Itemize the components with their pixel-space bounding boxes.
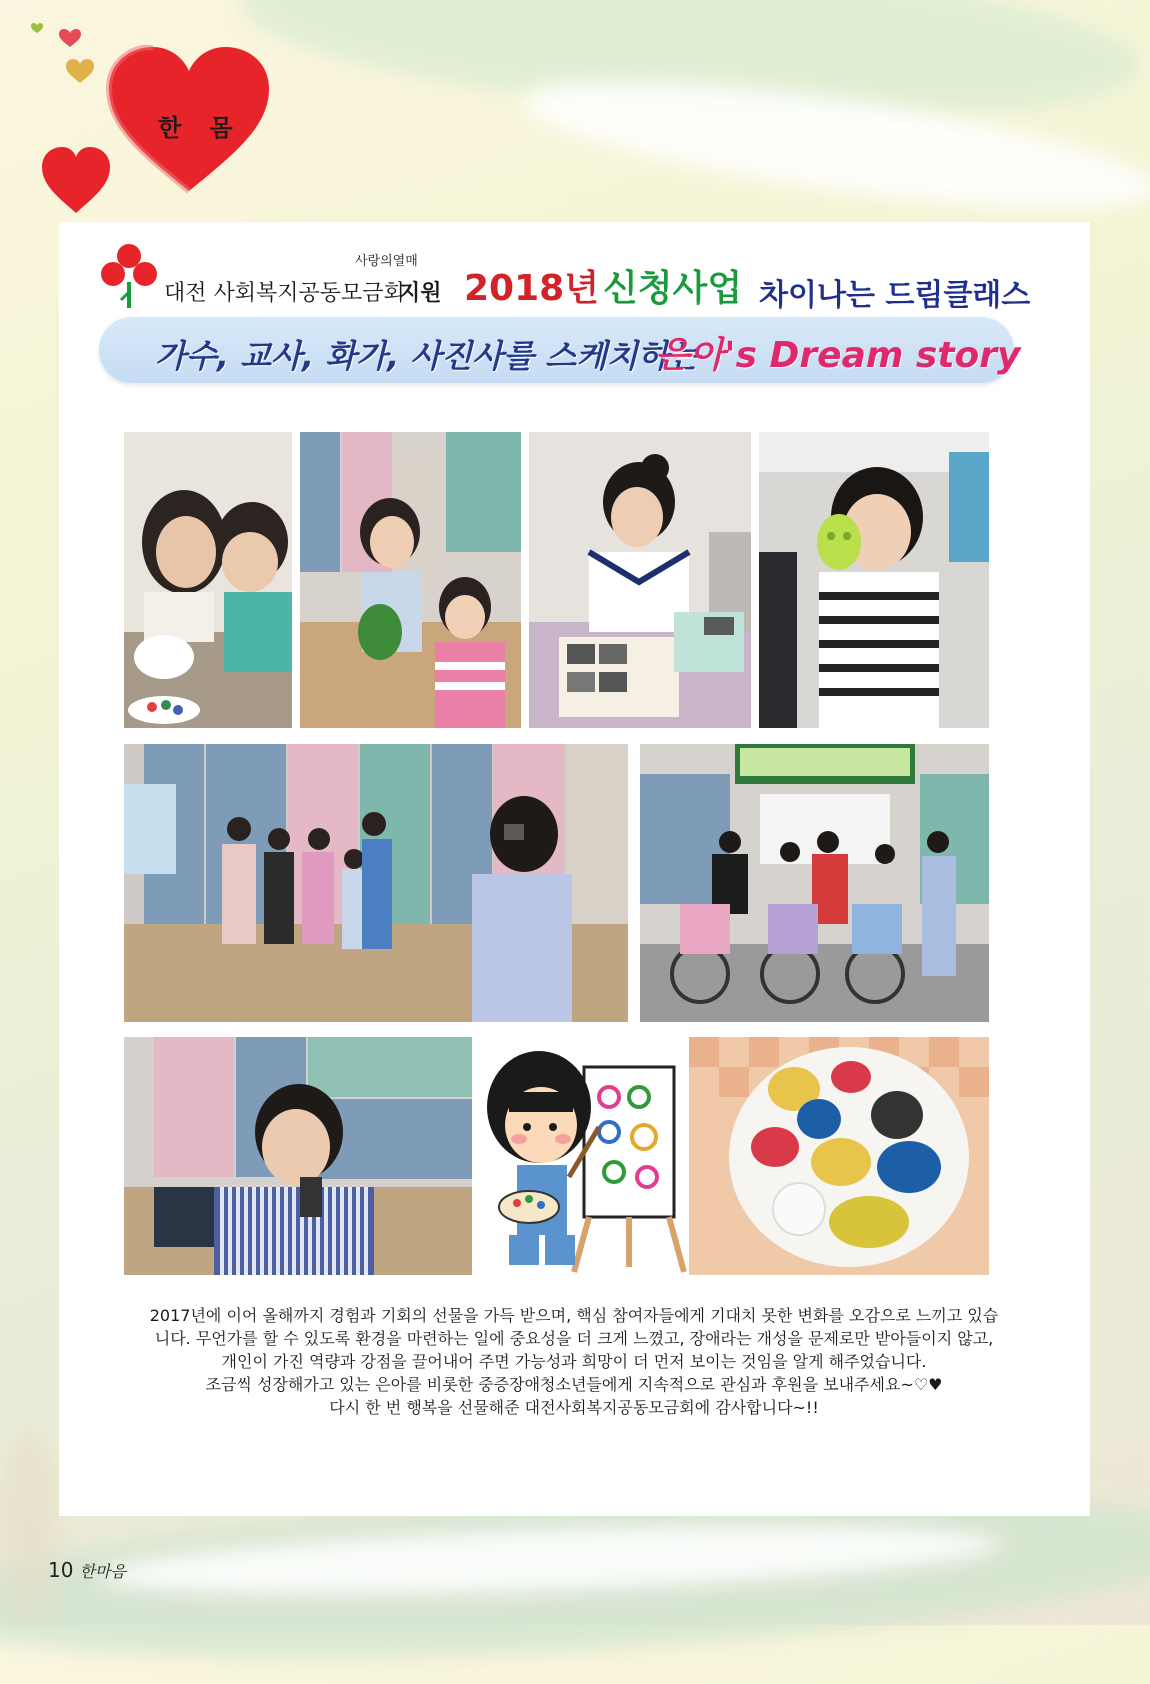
org-name: 대전 사회복지공동모금회 bbox=[164, 281, 405, 306]
page-header bbox=[99, 242, 1059, 312]
subtitle-banner bbox=[99, 317, 1021, 383]
content-card bbox=[59, 222, 1090, 1516]
project-label: 신청사업 bbox=[603, 268, 743, 309]
project-year: 2018년 bbox=[464, 268, 599, 309]
gold-heart-icon bbox=[65, 58, 95, 84]
photo-wheelchair-group bbox=[640, 744, 989, 1022]
class-title: 차이나는 드림클래스 bbox=[759, 278, 1031, 313]
photo-pottery-painting bbox=[124, 432, 292, 728]
photo-clay-animals-plate bbox=[689, 1037, 989, 1275]
body-line: 니다. 무언가를 할 수 있도록 환경을 마련하는 일에 중요성을 더 크게 느꼈고, 장애라는 개성을 문제로만 받아들이지 않고, bbox=[154, 1329, 994, 1348]
page-footer bbox=[48, 1558, 126, 1582]
photo-girl-with-clay bbox=[759, 432, 989, 728]
green-heart-icon bbox=[30, 22, 44, 34]
magazine-name: 한마음 bbox=[79, 1562, 126, 1581]
tiny-heart-icon bbox=[58, 28, 82, 48]
section-label: 한 몸 bbox=[158, 114, 243, 142]
photo-group-being-photographed bbox=[124, 744, 628, 1022]
photo-girls-with-plant bbox=[300, 432, 521, 728]
small-heart-icon bbox=[40, 145, 112, 215]
org-tagline: 사랑의열매 bbox=[355, 254, 418, 269]
body-line: 2017년에 이어 올해까지 경험과 기회의 선물을 가득 받으며, 핵심 참여자들에게 기대치 못한 변화를 오감으로 느끼고 있습 bbox=[149, 1306, 999, 1325]
photo-girl-drawing bbox=[529, 432, 751, 728]
photo-girl-singing bbox=[124, 1037, 472, 1275]
banner-text: 가수, 교사, 화가, 사진사를 스케치하는 bbox=[155, 337, 700, 375]
banner-highlight: 은아's Dream story bbox=[655, 335, 1021, 376]
illustration-painter bbox=[479, 1037, 694, 1275]
background-brush-stroke bbox=[0, 1430, 60, 1620]
love-fruit-logo-icon bbox=[99, 242, 159, 312]
body-line: 다시 한 번 행복을 선물해준 대전사회복지공동모금회에 감사합니다~!! bbox=[329, 1398, 819, 1417]
page-number: 10 bbox=[48, 1558, 74, 1582]
support-label: 지원 bbox=[399, 281, 442, 306]
body-line: 조금씩 성장해가고 있는 은아를 비롯한 중증장애청소년들에게 지속적으로 관심과 후원을 보내주세요~♡♥ bbox=[205, 1375, 943, 1394]
body-line: 개인이 가진 역량과 강점을 끌어내어 주면 가능성과 희망이 더 먼저 보이는 것임을 알게 해주었습니다. bbox=[221, 1352, 927, 1371]
body-paragraph bbox=[109, 1304, 1039, 1419]
